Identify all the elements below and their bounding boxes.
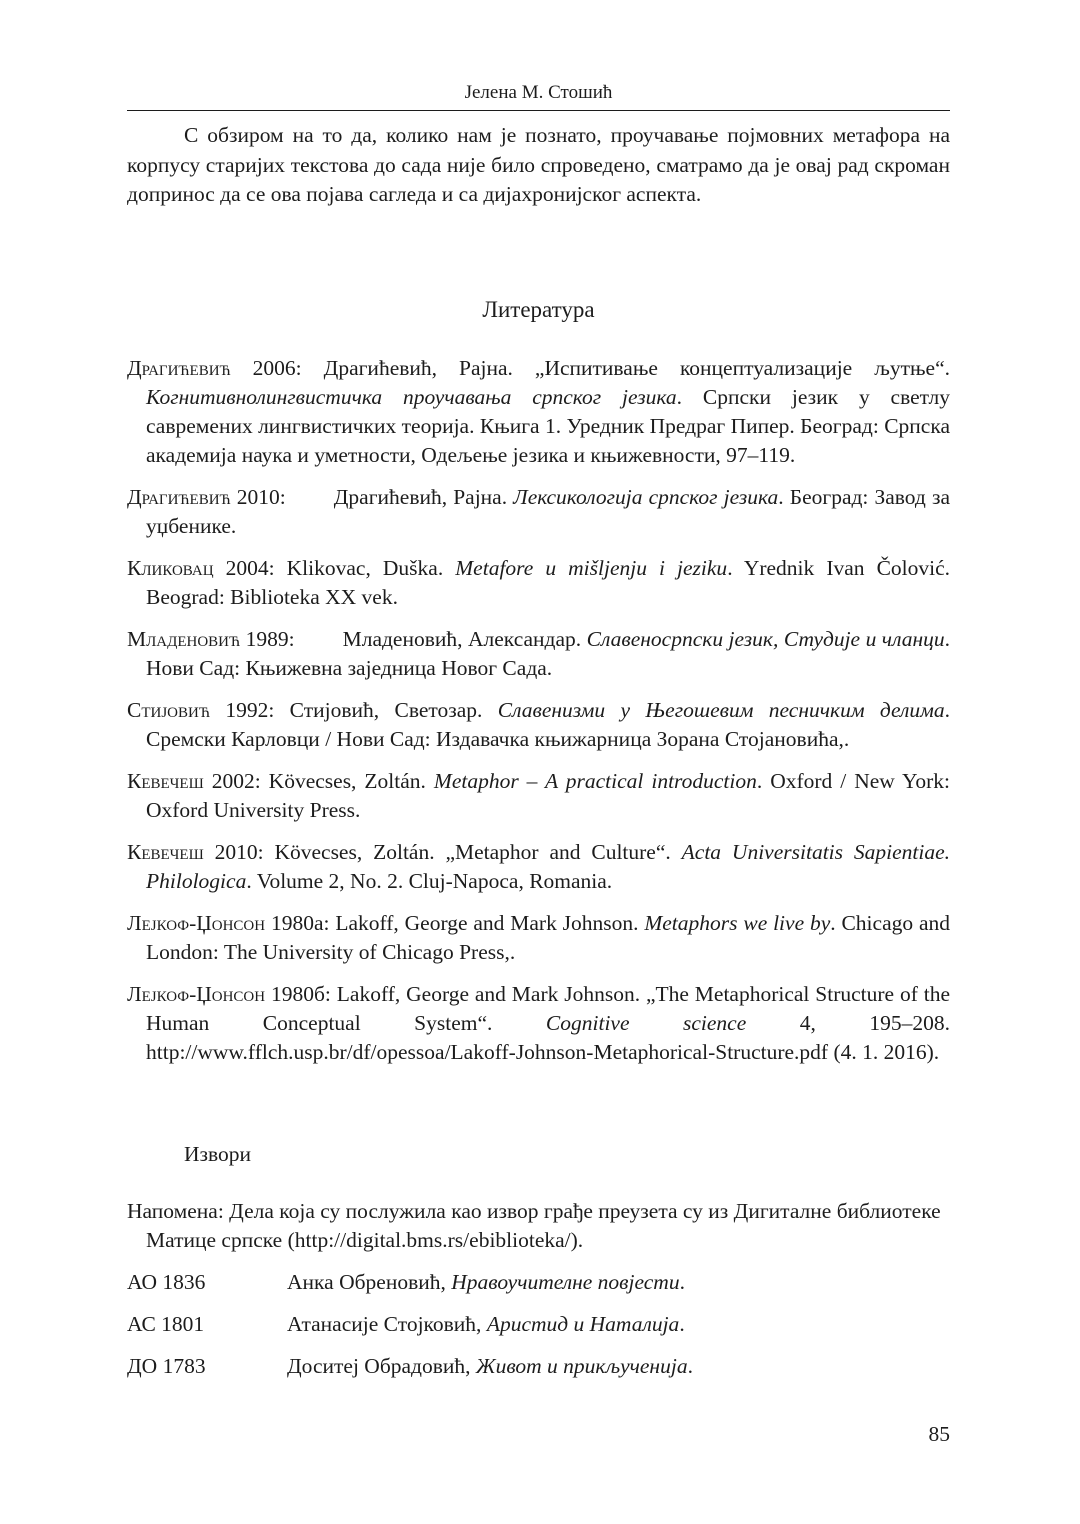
ref-post: . Oxford / New York: Oxford University Press.	[146, 769, 951, 822]
intro-paragraph: С обзиром на то да, колико нам је познато, проучавање појмовних метафора на корпусу старијих текстова до сада није било спроведено, сматрамо да је овај рад скроман допринос да се ова појава сагледа и са дијахронијског аспекта.	[127, 123, 950, 206]
ref-title: Славеносрпски језик, Студије и чланци	[586, 627, 945, 651]
source-end: .	[687, 1354, 693, 1378]
source-title: Живот и прикључениjа	[475, 1354, 688, 1378]
reference-item	[127, 980, 950, 1067]
ref-post: . Chicago and London: The University of Chicago Press,.	[146, 911, 950, 964]
source-author: Анка Обреновић,	[287, 1270, 452, 1294]
source-end: .	[679, 1312, 685, 1336]
ref-title: Metafore u mišljenju i jeziku	[455, 556, 728, 580]
ref-pre: Kövecses, Zoltán. „Metaphor and Culture“.	[274, 840, 682, 864]
running-header: Јелена М. Стошић	[127, 80, 950, 111]
ref-title: Metaphor – A practical introduction	[433, 769, 757, 793]
ref-title: Лексикологија српског језика	[513, 485, 779, 509]
ref-year: 2002:	[211, 769, 261, 793]
sources-heading: Извори	[184, 1142, 252, 1166]
source-author: Атанасије Стојковић,	[287, 1312, 487, 1336]
reference-item	[127, 483, 950, 541]
ref-title: Когнитивнолингвистичка проучавања српског језика	[146, 385, 677, 409]
source-code: АО 1836	[127, 1270, 206, 1294]
source-code: ДО 1783	[127, 1354, 206, 1378]
ref-pre: Стијовић, Светозар.	[289, 698, 498, 722]
ref-author: Младеновић	[127, 627, 241, 651]
ref-year: 1989:	[245, 627, 295, 651]
ref-pre: Драгићевић, Рајна. „Испитивање концептуализације љутње“.	[323, 356, 950, 380]
ref-post: . Volume 2, No. 2. Cluj-Napoca, Romania.	[246, 869, 613, 893]
ref-author: Драгићевић	[127, 485, 231, 509]
source-end: .	[679, 1270, 685, 1294]
ref-post: . Српски језик у светлу савремених лингвистичких теорија. Књига 1. Уредник Предраг Пипер. Београд: Српска академија наука и уметности, Одељење језика и књижевности, 97–119.	[146, 385, 951, 467]
source-item	[127, 1309, 950, 1339]
ref-post: . Yrednik Ivan Čolović. Beograd: Biblioteka XX vek.	[146, 556, 951, 609]
ref-year: 2006:	[252, 356, 302, 380]
sources-note: Напомена: Дела која су послужила као извор грађе преузета су из Дигиталне библиотеке Матице српске (http://digital.bms.rs/ebiblioteka/).	[127, 1199, 941, 1252]
ref-year: 2010:	[214, 840, 264, 864]
source-title: Аристид и Наталија	[486, 1312, 680, 1336]
ref-year: 1980б:	[270, 982, 331, 1006]
ref-pre: Klikovac, Duška.	[286, 556, 456, 580]
ref-title: Cognitive science	[545, 1011, 747, 1035]
reference-item	[127, 696, 950, 754]
reference-item	[127, 909, 950, 967]
source-title: Нравоучителне повјести	[451, 1270, 680, 1294]
ref-title: Acta Universitatis Sapientiae. Philologica	[146, 840, 951, 893]
ref-author: Лејкоф-Џонсон	[127, 982, 266, 1006]
ref-pre: Младеновић, Александар.	[342, 627, 587, 651]
literature-heading: Литература	[482, 297, 595, 322]
ref-year: 1992:	[225, 698, 275, 722]
reference-item	[127, 838, 950, 896]
ref-year: 1980а:	[270, 911, 330, 935]
reference-item	[127, 767, 950, 825]
ref-pre: Kövecses, Zoltán.	[268, 769, 434, 793]
reference-item	[127, 625, 950, 683]
ref-author: Стијовић	[127, 698, 210, 722]
page-number: 85	[928, 1422, 950, 1446]
reference-item	[127, 354, 950, 470]
ref-title: Metaphors we live by	[644, 911, 831, 935]
source-item	[127, 1267, 950, 1297]
source-item	[127, 1351, 950, 1381]
source-author: Доситеј Обрадовић,	[287, 1354, 476, 1378]
ref-year: 2004:	[225, 556, 275, 580]
ref-author: Кевечеш	[127, 840, 204, 864]
ref-post: . Београд: Завод за уџбенике.	[146, 485, 950, 538]
ref-author: Лејкоф-Џонсон	[127, 911, 266, 935]
source-code: АС 1801	[127, 1312, 205, 1336]
ref-post: . Сремски Карловци / Нови Сад: Издавачка књижарница Зорана Стојановића,.	[146, 698, 951, 751]
ref-author: Кевечеш	[127, 769, 204, 793]
reference-item	[127, 554, 950, 612]
ref-author: Драгићевић	[127, 356, 231, 380]
ref-post: . Нови Сад: Књижевна заједница Новог Сада.	[146, 627, 950, 680]
ref-year: 2010:	[236, 485, 286, 509]
ref-pre: Драгићевић, Рајна.	[333, 485, 514, 509]
ref-author: Кликовац	[127, 556, 214, 580]
ref-post: 4, 195–208. http://www.fflch.usp.br/df/opessoa/Lakoff-Johnson-Metaphorical-Structure.pdf (4. 1. 2016).	[146, 1011, 951, 1064]
ref-pre: Lakoff, George and Mark Johnson.	[335, 911, 645, 935]
ref-title: Славенизми у Његошевим песничким делима	[497, 698, 945, 722]
ref-pre: Lakoff, George and Mark Johnson. „The Metaphorical Structure of the Human Conceptual System“.	[146, 982, 950, 1035]
reference-list	[127, 354, 950, 1080]
